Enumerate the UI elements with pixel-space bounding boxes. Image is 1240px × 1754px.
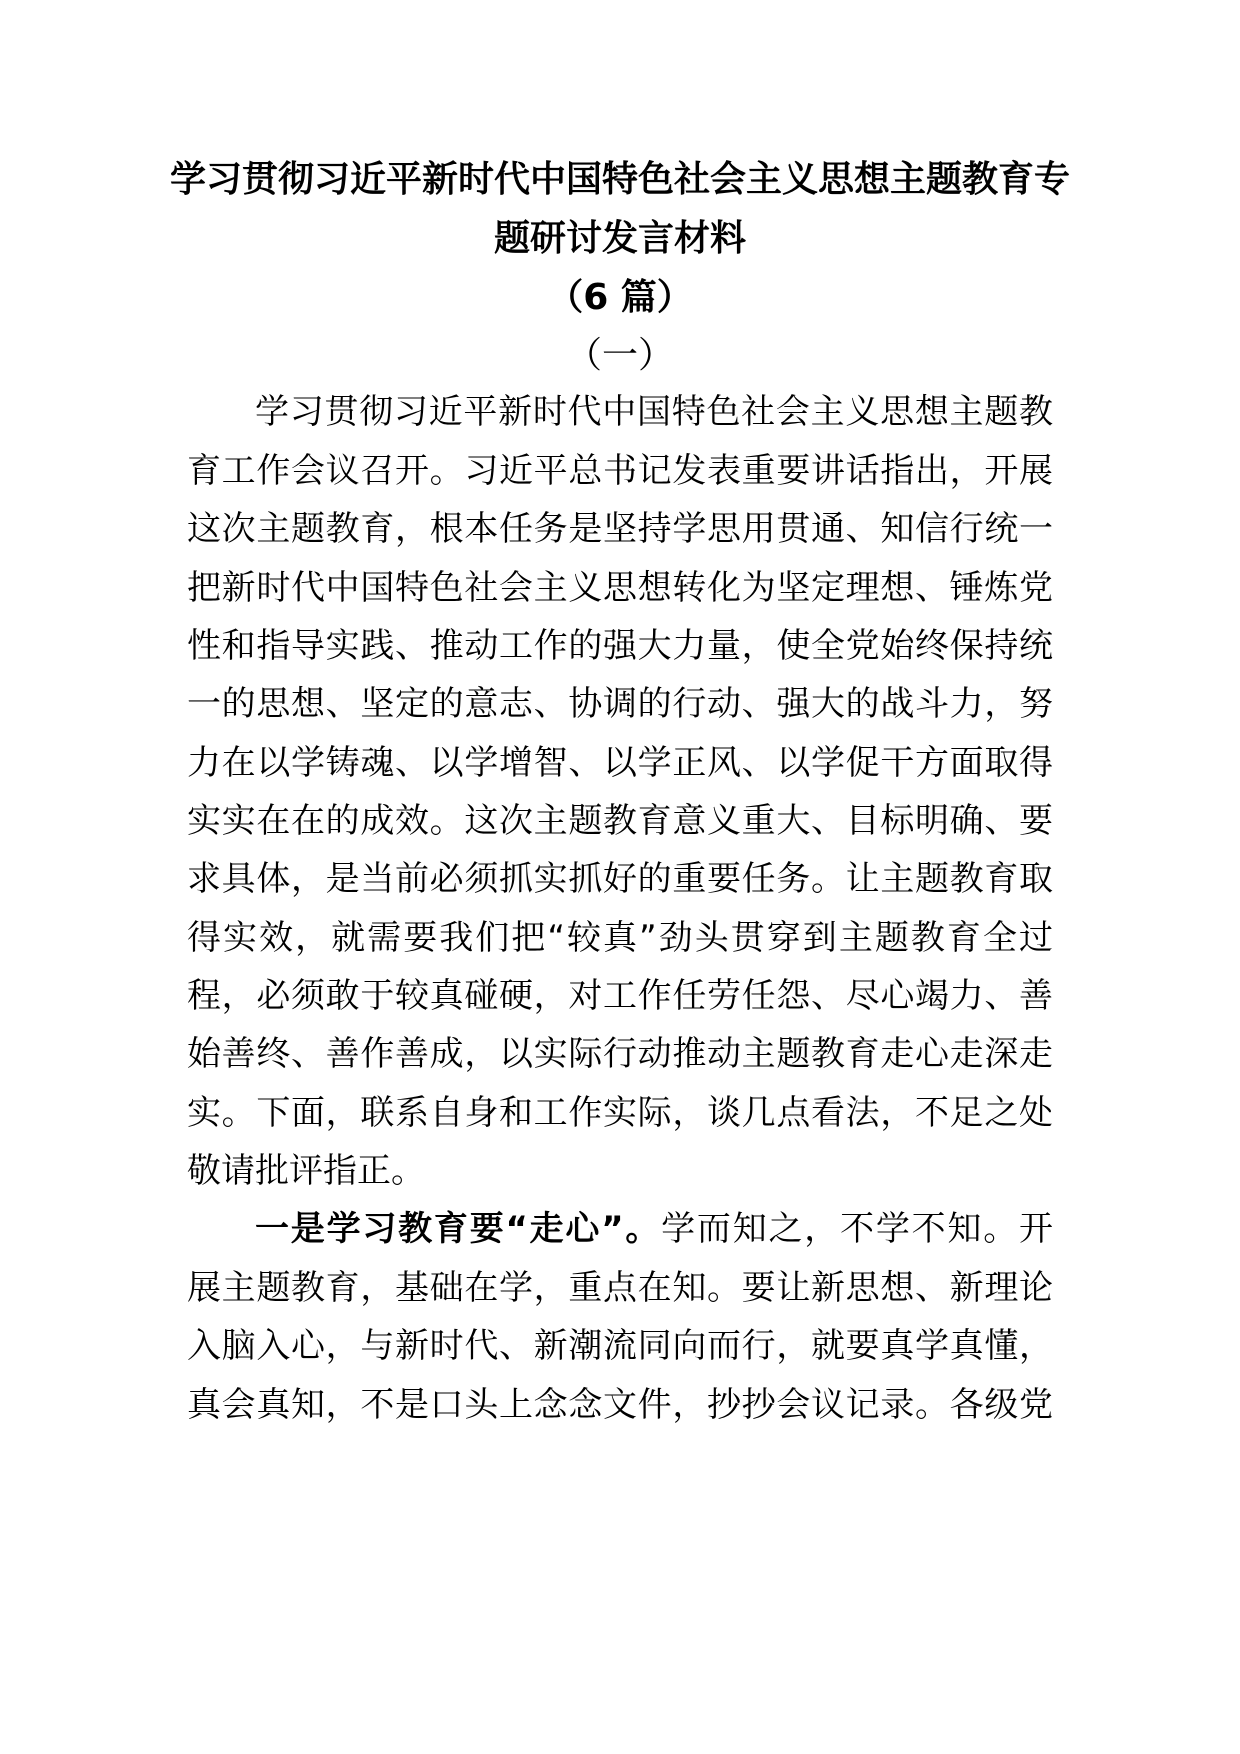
paragraph-2-line-4: 真会真知，不是口头上念念文件，抄抄会议记录。各级党: [187, 1385, 1053, 1425]
paragraph-1-line-10: 得实效，就需要我们把“较真”劲头贯穿到主题教育全过: [187, 918, 1053, 958]
paragraph-1-line-14: 敬请批评指正。: [187, 1151, 425, 1191]
document-title-line-1: 学习贯彻习近平新时代中国特色社会主义思想主题教育专: [169, 159, 1070, 200]
paragraph-1-line-11: 程，必须敢于较真碰硬，对工作任劳任怨、尽心竭力、善: [187, 976, 1053, 1016]
paragraph-1-line-9: 求具体，是当前必须抓实抓好的重要任务。让主题教育取: [187, 859, 1053, 899]
paragraph-1-line-7: 力在以学铸魂、以学增智、以学正风、以学促干方面取得: [187, 743, 1053, 783]
paragraph-1-line-1: 学习贯彻习近平新时代中国特色社会主义思想主题教: [255, 392, 1053, 432]
paragraph-1-line-4: 把新时代中国特色社会主义思想转化为坚定理想、锤炼党: [187, 568, 1053, 608]
paragraph-2-line-1-rest: 学而知之，不学不知。开: [661, 1209, 1054, 1249]
paragraph-1-line-8: 实实在在的成效。这次主题教育意义重大、目标明确、要: [187, 801, 1053, 841]
paragraph-2-line-3: 入脑入心，与新时代、新潮流同向而行，就要真学真懂，: [187, 1326, 1053, 1366]
paragraph-1-line-3: 这次主题教育，根本任务是坚持学思用贯通、知信行统一: [187, 509, 1053, 549]
paragraph-2-line-2: 展主题教育，基础在学，重点在知。要让新思想、新理论: [187, 1268, 1053, 1308]
paragraph-1-line-13: 实。下面，联系自身和工作实际，谈几点看法，不足之处: [187, 1093, 1053, 1133]
document-count: （6 篇）: [547, 277, 693, 318]
paragraph-1-line-12: 始善终、善作善成，以实际行动推动主题教育走心走深走: [187, 1034, 1053, 1074]
paragraph-1-line-6: 一的思想、坚定的意志、协调的行动、强大的战斗力，努: [187, 684, 1053, 724]
paragraph-2-lead: 一是学习教育要“走心”。: [255, 1209, 662, 1249]
document-title-line-2: 题研讨发言材料: [493, 218, 746, 259]
paragraph-1-line-5: 性和指导实践、推动工作的强大力量，使全党始终保持统: [187, 626, 1053, 666]
section-marker: （一）: [565, 335, 674, 376]
paragraph-2-line-1: [255, 1207, 1053, 1251]
paragraph-1-line-2: 育工作会议召开。习近平总书记发表重要讲话指出，开展: [187, 451, 1053, 491]
